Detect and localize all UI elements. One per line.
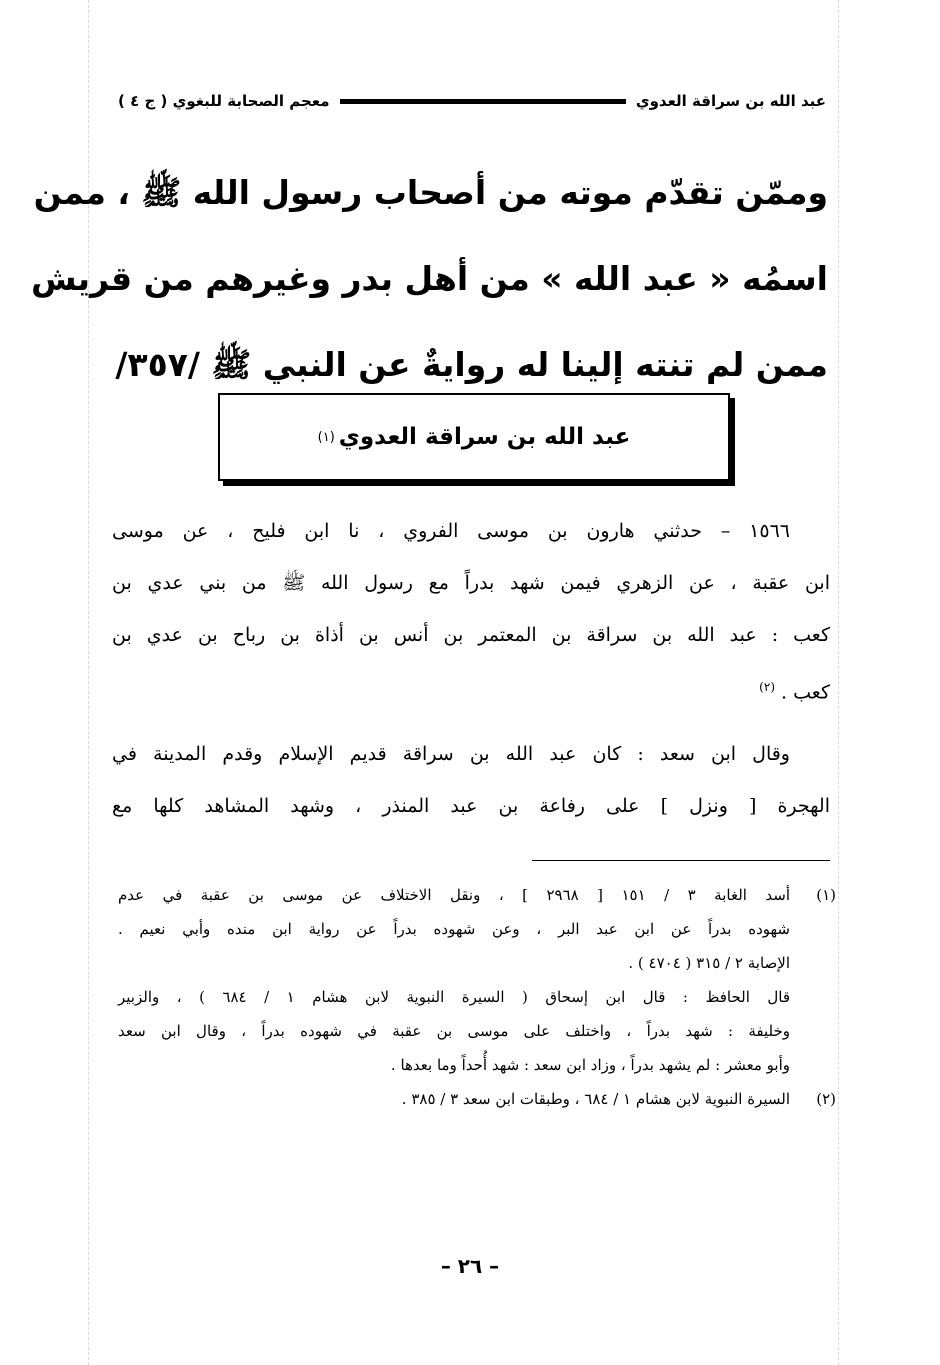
footnote-line: وأبو معشر : لم يشهد بدراً ، وزاد ابن سعد : شهد أُحداً وما بعدها .	[390, 1056, 790, 1074]
header-entry-title: عبد الله بن سراقة العدوي	[635, 92, 826, 110]
header-book-title: معجم الصحابة للبغوي ( ج ٤ )	[118, 92, 330, 110]
footnote-ref: (٢)	[759, 680, 775, 694]
entry-name: عبد الله بن سراقة العدوي	[338, 424, 631, 450]
footnote-number: (٢)	[816, 1090, 836, 1108]
body-line: ١٥٦٦ – حدثني هارون بن موسى الفروي ، نا ابن فليح ، عن موسى	[112, 520, 790, 542]
scan-guide-right	[838, 0, 839, 1365]
body-line: وقال ابن سعد : كان عبد الله بن سراقة قديم الإسلام وقدم المدينة في	[112, 743, 790, 766]
footnote-line: وخليفة : شهد بدراً ، واختلف على موسى بن عقبة في شهوده بدراً ، وقال ابن سعد	[118, 1022, 790, 1040]
footnote-ref: (١)	[317, 429, 335, 445]
footnote-line: الإصابة ٢ / ٣١٥ ( ٤٧٠٤ ) .	[628, 954, 790, 972]
body-line-text: كعب .	[781, 681, 830, 704]
footnote-line: شهوده بدراً عن ابن عبد البر ، وعن شهوده بدراً عن رواية ابن منده وأبي نعيم .	[118, 920, 790, 938]
body-line: ابن عقبة ، عن الزهري فيمن شهد بدراً مع رسول الله ﷺ من بني عدي بن	[112, 572, 830, 594]
footnotes	[118, 878, 836, 1116]
page-number: – ٢٦ –	[440, 1254, 500, 1278]
footnote-line: السيرة النبوية لابن هشام ١ / ٦٨٤ ، وطبقات ابن سعد ٣ / ٣٨٥ .	[401, 1090, 790, 1108]
footnote-line: قال الحافظ : قال ابن إسحاق ( السيرة النبوية لابن هشام ١ / ٦٨٤ ) ، والزبير	[118, 988, 790, 1006]
heading-line: وممّن تقدّم موته من أصحاب رسول الله ﷺ ، ممن	[33, 173, 828, 212]
section-heading	[30, 150, 828, 408]
header-rule	[340, 99, 626, 104]
footnote-2	[118, 1082, 836, 1116]
body-line: كعب : عبد الله بن سراقة بن المعتمر بن أنس بن أذاة بن رباح بن عدي بن	[112, 624, 830, 646]
heading-line: اسمُه « عبد الله » من أهل بدر وغيرهم من قريش	[30, 259, 828, 298]
running-header	[118, 84, 826, 118]
footnote-line: أسد الغابة ٣ / ١٥١ [ ٢٩٦٨ ] ، ونقل الاختلاف عن موسى بن عقبة في عدم	[118, 886, 791, 904]
footnote-body	[118, 1082, 790, 1116]
body-line: الهجرة [ ونزل ] على رفاعة بن عبد المنذر ، وشهد المشاهد كلها مع	[112, 795, 830, 818]
body-text	[112, 505, 830, 832]
entry-name-box	[218, 393, 730, 481]
heading-line: ممن لم تنته إلينا له روايةٌ عن النبي ﷺ /٣٥٧/	[115, 345, 828, 384]
body-line-last	[112, 661, 830, 718]
footnote-1	[118, 878, 836, 1082]
footnote-body	[118, 878, 790, 1082]
footnote-number: (١)	[816, 886, 836, 904]
footnote-separator	[532, 860, 830, 861]
